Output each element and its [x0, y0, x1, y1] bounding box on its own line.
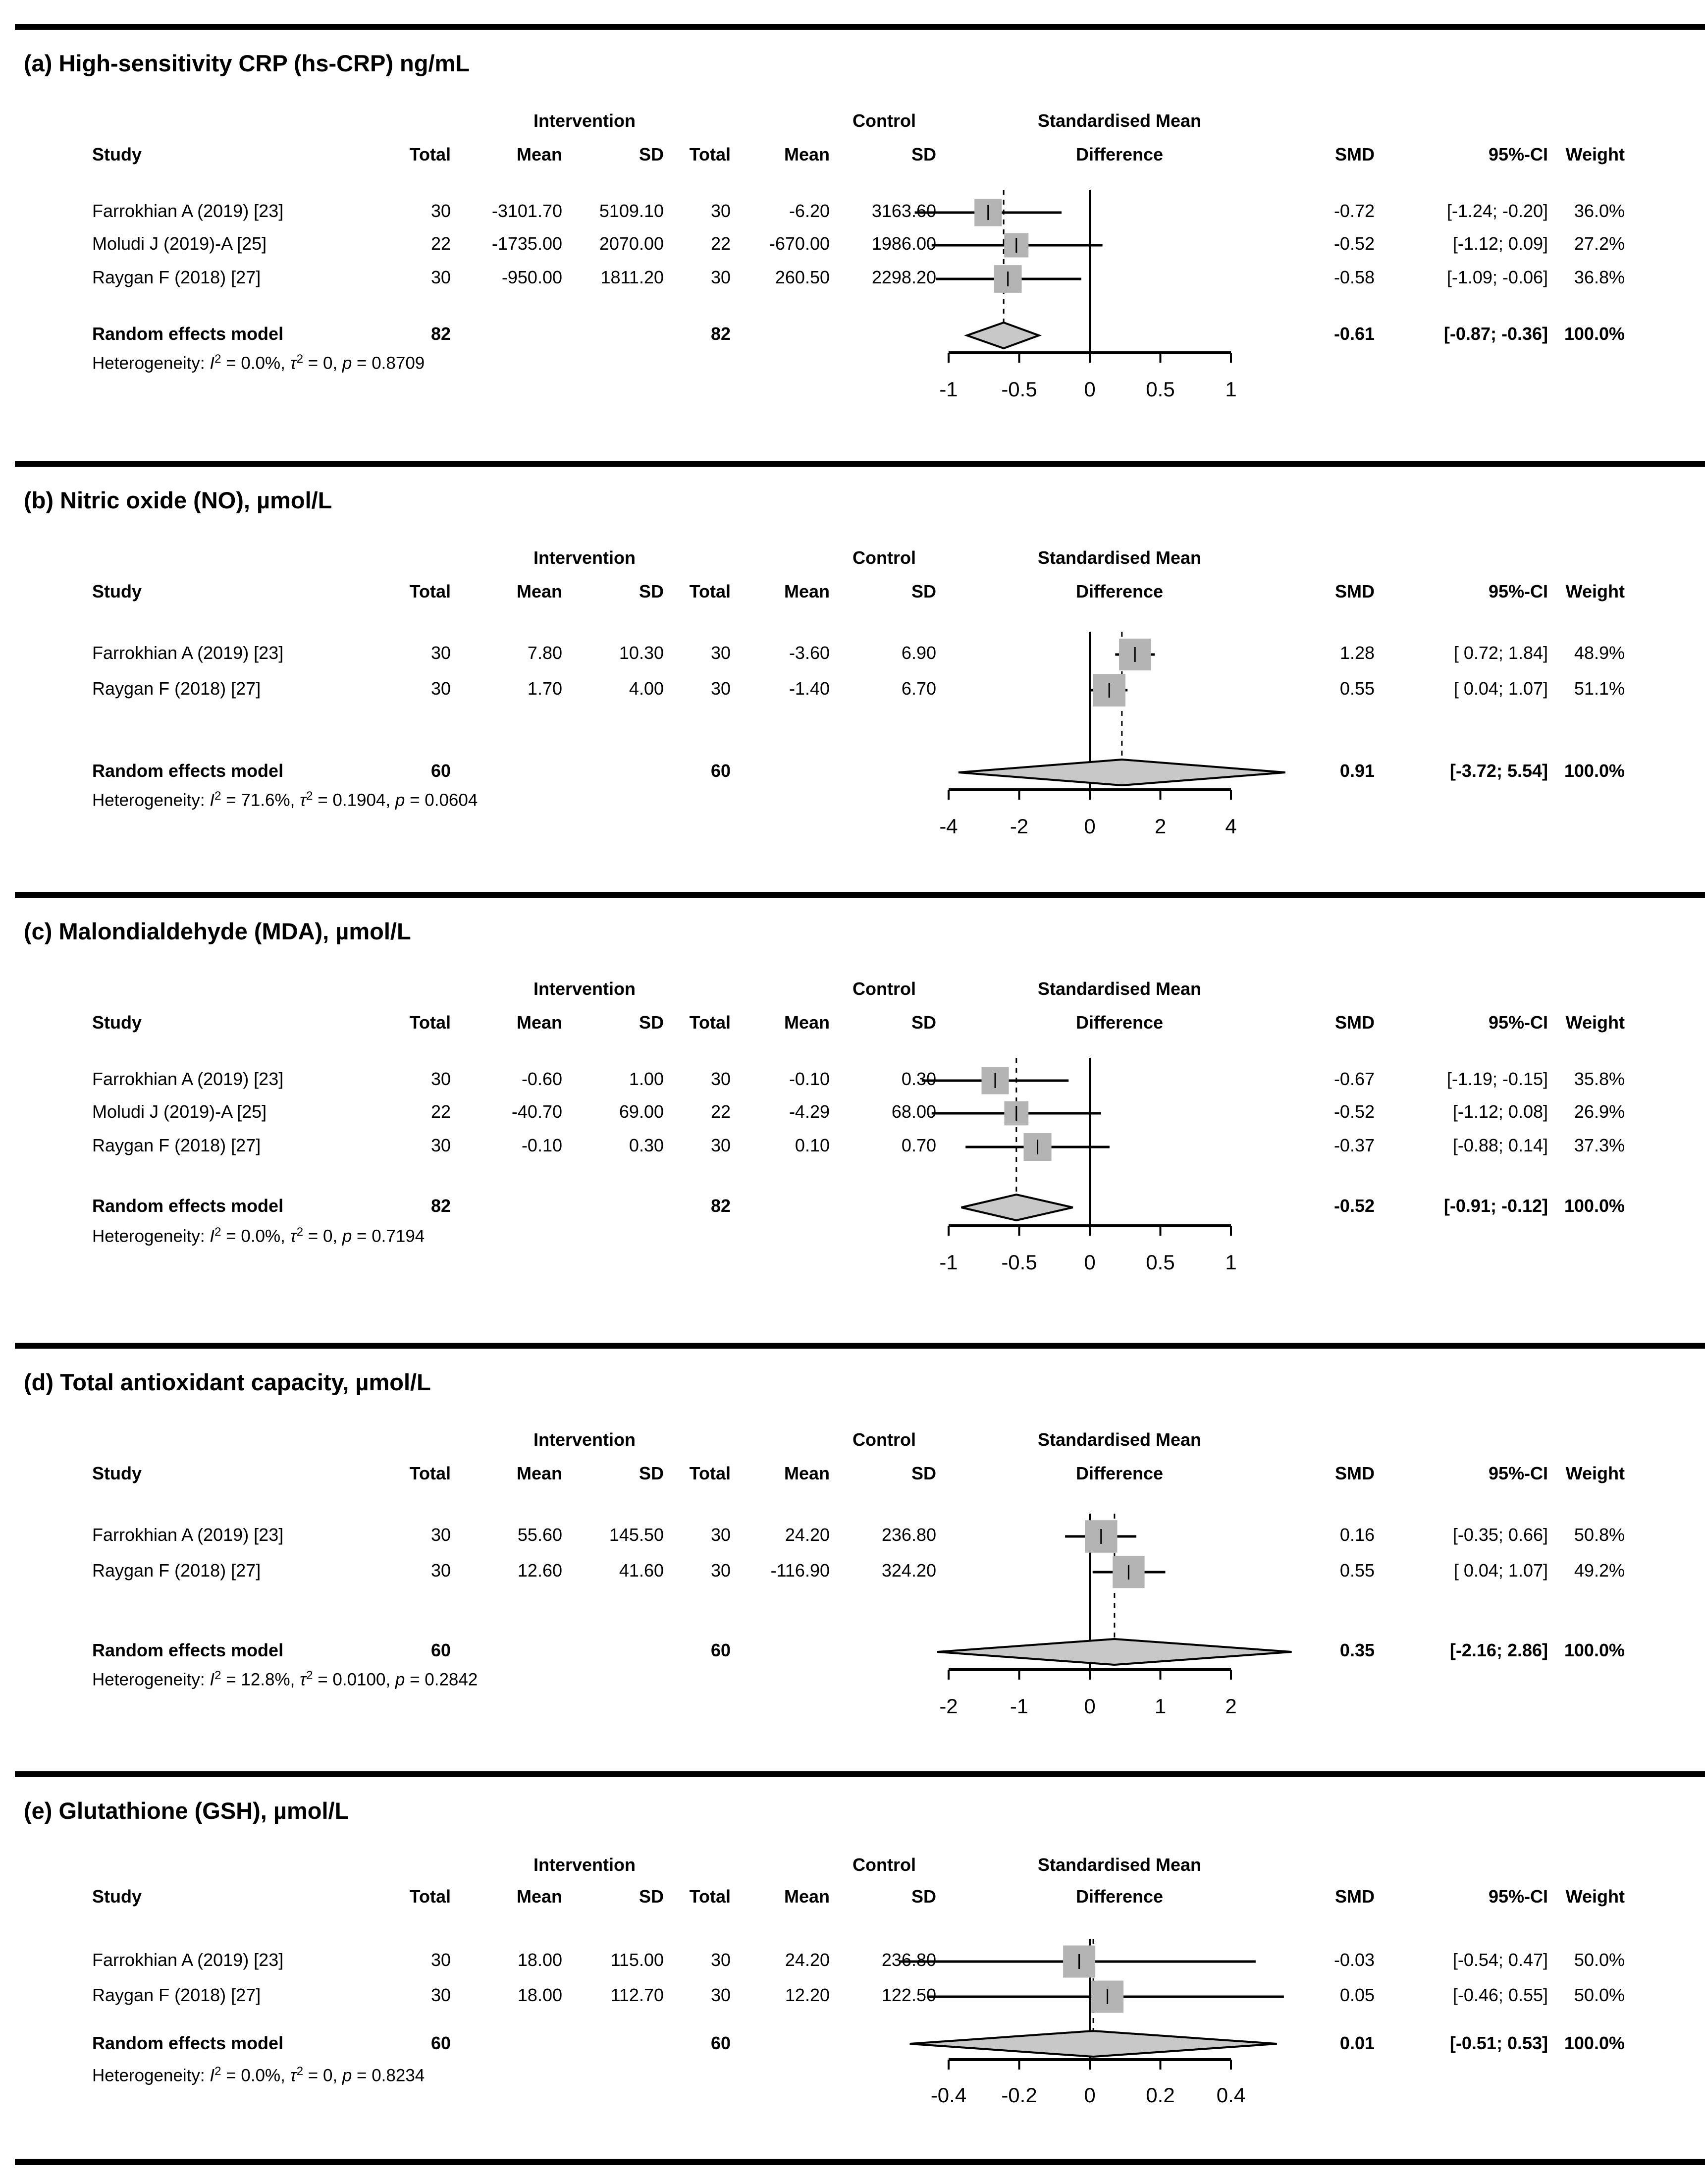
panel-title: (c) Malondialdehyde (MDA), µmol/L	[24, 918, 411, 944]
smd-value: -0.72	[1333, 201, 1375, 221]
study-row: Moludi J (2019)-A [25] 22 -1735.00 2070.00 22 -670.00 1986.00 -0.52 [-1.12; 0.09] 27.2%	[92, 233, 1625, 254]
study-row: Raygan F (2018) [27] 30 12.60 41.60 30 -116.90 324.20 0.55 [ 0.04; 1.07] 49.2%	[92, 1560, 1625, 1581]
panel-a	[15, 24, 1705, 461]
ci-value: [ 0.04; 1.07]	[1453, 678, 1548, 699]
panel-title: (d) Total antioxidant capacity, µmol/L	[24, 1369, 431, 1395]
intervention-group-header: Intervention	[533, 979, 636, 999]
svg-text:-2: -2	[1010, 815, 1029, 838]
study-name: Raygan F (2018) [27]	[92, 678, 261, 699]
control-group-header: Control	[852, 1855, 916, 1875]
smd-value: -0.58	[1333, 267, 1375, 287]
ci-value: [-0.88; 0.14]	[1452, 1135, 1548, 1155]
control-group-header: Control	[852, 1429, 916, 1450]
pooled-smd: 0.01	[1339, 2033, 1375, 2053]
control-group-header: Control	[852, 547, 916, 568]
study-name: Farrokhian A (2019) [23]	[92, 201, 284, 221]
study-name: Farrokhian A (2019) [23]	[92, 1950, 284, 1970]
smd-group-header: Standardised Mean	[1037, 110, 1202, 131]
ci-value: [-1.12; 0.09]	[1452, 233, 1548, 254]
smd-difference-header: Difference	[1075, 1463, 1164, 1483]
int-total-header: Total	[409, 144, 451, 164]
study-row: Farrokhian A (2019) [23] 30 55.60 145.50 30 24.20 236.80 0.16 [-0.35; 0.66] 50.8%	[92, 1525, 1625, 1545]
svg-text:1: 1	[1154, 1694, 1167, 1718]
pooled-weight: 100.0%	[1564, 2033, 1625, 2053]
svg-text:-1: -1	[939, 1251, 958, 1274]
ci-header: 95%-CI	[1488, 144, 1548, 164]
intervention-group-header: Intervention	[533, 1429, 636, 1450]
control-group-header: Control	[852, 979, 916, 999]
random-effects-label: Random effects model	[92, 761, 284, 781]
ci-value: [-1.12; 0.08]	[1452, 1101, 1548, 1122]
int-mean-header: Mean	[516, 144, 562, 164]
pooled-ci: [-0.51; 0.53]	[1449, 2033, 1548, 2053]
svg-text:0: 0	[1084, 378, 1096, 401]
ci-value: [ 0.72; 1.84]	[1453, 643, 1548, 663]
pooled-ci: [-0.87; -0.36]	[1443, 324, 1548, 344]
random-effects-label: Random effects model	[92, 1196, 284, 1216]
weight-value: 49.2%	[1574, 1560, 1625, 1581]
pooled-ci: [-2.16; 2.86]	[1449, 1640, 1548, 1660]
study-row: Farrokhian A (2019) [23] 30 -0.60 1.00 30 -0.10 0.30 -0.67 [-1.19; -0.15] 35.8%	[92, 1069, 1625, 1089]
smd-value: 0.05	[1339, 1985, 1375, 2005]
pooled-smd: -0.52	[1333, 1196, 1375, 1216]
pooled-smd: 0.35	[1339, 1640, 1375, 1660]
smd-value: -0.67	[1333, 1069, 1375, 1089]
weight-value: 27.2%	[1574, 233, 1625, 254]
pooled-ci: [-3.72; 5.54]	[1449, 761, 1548, 781]
pooled-weight: 100.0%	[1564, 1196, 1625, 1216]
heterogeneity-note: Heterogeneity: $I^2 = 0.0\%$, $\tau^2 = 0$, p = 0.8709	[92, 352, 425, 373]
study-row: Farrokhian A (2019) [23] 30 7.80 10.30 30 -3.60 6.90 1.28 [ 0.72; 1.84] 48.9%	[92, 643, 1625, 663]
svg-text:0.4: 0.4	[1216, 2083, 1246, 2107]
pooled-row: Random effects model 60 60 0.35 [-2.16; 2.86] 100.0%	[92, 1640, 1625, 1660]
intervention-group-header: Intervention	[533, 1855, 636, 1875]
ci-value: [-0.46; 0.55]	[1452, 1985, 1548, 2005]
pooled-weight: 100.0%	[1564, 1640, 1625, 1660]
ci-value: [-0.35; 0.66]	[1452, 1525, 1548, 1545]
ci-value: [-0.54; 0.47]	[1452, 1950, 1548, 1970]
svg-text:0: 0	[1084, 1251, 1096, 1274]
random-effects-label: Random effects model	[92, 324, 284, 344]
control-group-header: Control	[852, 110, 916, 131]
intervention-group-header: Intervention	[533, 547, 636, 568]
smd-difference-header: Difference	[1075, 1886, 1164, 1907]
study-column-header: Study	[92, 1463, 142, 1483]
panel-e: -0.4 -0.2 0 0.2 0.4 (e) Glutathione (GSH), µmol/L Intervention Control Standardised Mean Study Total Mean SD Total Mean SD Difference SMD 95%-CI Weight Farrokhian A (2019) [23] 30 18.00 115.00 30 24.20 236.80 -0.03 [-0.54; 0.47] 50.0% Raygan F (2018) [27] 30 18.00 112.70 30 12.20 122.50 0.05 [-0.46; 0.55] 50.0% Random effects model 60 60 0.01 [-0.51; 0.53] 100.0% Heterogeneity: $I^2 = 0.0\%$, $\tau^2 = 0$, p = 0.8234	[15, 1771, 1705, 2159]
svg-text:-0.2: -0.2	[1001, 2083, 1037, 2107]
panel-d: -2 -1 0 1 2 (d) Total antioxidant capacity, µmol/L Intervention Control Standardised Mean Study Total Mean SD Total Mean SD Difference SMD 95%-CI Weight Farrokhian A (2019) [23] 30 55.60 145.50 30 24.20 236.80 0.16 [-0.35; 0.66] 50.8% Raygan F (2018) [27] 30 12.60 41.60 30 -116.90 324.20 0.55 [ 0.04; 1.07] 49.2% Random effects model 60 60 0.35 [-2.16; 2.86] 100.0% Heterogeneity: $I^2 = 12.8\%$, $\tau^2 = 0.0100$, p = 0.2842	[15, 1343, 1705, 1771]
study-row: Raygan F (2018) [27] 30 18.00 112.70 30 12.20 122.50 0.05 [-0.46; 0.55] 50.0%	[92, 1985, 1625, 2005]
smd-difference-header: Difference	[1075, 144, 1164, 164]
svg-text:-1: -1	[939, 378, 958, 401]
smd-value: -0.37	[1333, 1135, 1375, 1155]
panel-title: (b) Nitric oxide (NO), µmol/L	[24, 487, 332, 513]
svg-text:0: 0	[1084, 815, 1096, 838]
svg-text:0.2: 0.2	[1146, 2083, 1175, 2107]
study-name: Raygan F (2018) [27]	[92, 1560, 261, 1581]
forest-plot-d	[15, 1343, 1705, 1771]
pooled-weight: 100.0%	[1564, 761, 1625, 781]
weight-header: Weight	[1565, 144, 1625, 164]
pooled-smd: -0.61	[1333, 324, 1375, 344]
pooled-row: Random effects model 82 82 -0.61 [-0.87; -0.36] 100.0%	[92, 324, 1625, 344]
svg-text:0.5: 0.5	[1146, 378, 1175, 401]
study-name: Farrokhian A (2019) [23]	[92, 1069, 284, 1089]
svg-text:-2: -2	[939, 1694, 958, 1718]
panel-title: (e) Glutathione (GSH), µmol/L	[24, 1798, 349, 1824]
intervention-group-header: Intervention	[533, 110, 636, 131]
smd-difference-header: Difference	[1075, 1012, 1164, 1033]
random-effects-label: Random effects model	[92, 1640, 284, 1660]
weight-value: 51.1%	[1574, 678, 1625, 699]
smd-value: -0.52	[1333, 233, 1375, 254]
random-effects-label: Random effects model	[92, 2033, 284, 2053]
weight-value: 36.8%	[1574, 267, 1625, 287]
study-row: Farrokhian A (2019) [23] 30 18.00 115.00 30 24.20 236.80 -0.03 [-0.54; 0.47] 50.0%	[92, 1950, 1625, 1970]
study-column-header: Study	[92, 1012, 142, 1033]
ci-value: [-1.09; -0.06]	[1446, 267, 1548, 287]
svg-text:0.5: 0.5	[1146, 1251, 1175, 1274]
ci-value: [-1.24; -0.20]	[1446, 201, 1548, 221]
study-column-header: Study	[92, 144, 142, 164]
svg-text:4: 4	[1225, 815, 1237, 838]
svg-text:-0.5: -0.5	[1001, 1251, 1037, 1274]
heterogeneity-note: Heterogeneity: $I^2 = 0.0\%$, $\tau^2 = 0$, p = 0.8234	[92, 2065, 425, 2085]
study-row: Moludi J (2019)-A [25] 22 -40.70 69.00 22 -4.29 68.00 -0.52 [-1.12; 0.08] 26.9%	[92, 1101, 1625, 1122]
svg-text:-4: -4	[939, 815, 958, 838]
weight-value: 36.0%	[1574, 201, 1625, 221]
smd-value: 0.55	[1339, 678, 1375, 699]
smd-value: 0.16	[1339, 1525, 1375, 1545]
smd-value: -0.03	[1333, 1950, 1375, 1970]
svg-text:1: 1	[1225, 1251, 1237, 1274]
svg-text:-1: -1	[1010, 1694, 1029, 1718]
study-name: Moludi J (2019)-A [25]	[92, 233, 267, 254]
ci-value: [-1.19; -0.15]	[1446, 1069, 1548, 1089]
heterogeneity-note: Heterogeneity: $I^2 = 71.6\%$, $\tau^2 = 0.1904$, p = 0.0604	[92, 789, 478, 810]
weight-value: 26.9%	[1574, 1101, 1625, 1122]
study-row: Farrokhian A (2019) [23] 30 -3101.70 5109.10 30 -6.20 3163.60 -0.72 [-1.24; -0.20] 36.0%	[92, 201, 1625, 221]
smd-header: SMD	[1335, 144, 1375, 164]
pooled-smd: 0.91	[1339, 761, 1375, 781]
study-row: Raygan F (2018) [27] 30 -950.00 1811.20 30 260.50 2298.20 -0.58 [-1.09; -0.06] 36.8%	[92, 267, 1625, 287]
smd-difference-header: Difference	[1075, 581, 1164, 601]
study-column-header: Study	[92, 1886, 142, 1907]
smd-group-header: Standardised Mean	[1037, 979, 1202, 999]
heterogeneity-note: Heterogeneity: $I^2 = 12.8\%$, $\tau^2 = 0.0100$, p = 0.2842	[92, 1669, 478, 1690]
svg-text:2: 2	[1154, 815, 1167, 838]
figure-bottom-rule	[15, 2159, 1705, 2165]
smd-value: -0.52	[1333, 1101, 1375, 1122]
panel-b: -4 -2 0 2 4 (b) Nitric oxide (NO), µmol/L Intervention Control Standardised Mean Study Total Mean SD Total Mean SD Difference SMD 95%-CI Weight Farrokhian A (2019) [23] 30 7.80 10.30 30 -3.60 6.90 1.28 [ 0.72; 1.84] 48.9% Raygan F (2018) [27] 30 1.70 4.00 30 -1.40 6.70 0.55 [ 0.04; 1.07] 51.1% Random effects model 60 60 0.91 [-3.72; 5.54] 100.0% Heterogeneity: $I^2 = 71.6\%$, $\tau^2 = 0.1904$, p = 0.0604	[15, 461, 1705, 892]
svg-text:1: 1	[1225, 378, 1237, 401]
heterogeneity-note: Heterogeneity: $I^2 = 0.0\%$, $\tau^2 = 0$, p = 0.7194	[92, 1225, 425, 1246]
pooled-ci: [-0.91; -0.12]	[1443, 1196, 1548, 1216]
ci-value: [ 0.04; 1.07]	[1453, 1560, 1548, 1581]
forest-plot-b	[15, 461, 1705, 892]
smd-value: 0.55	[1339, 1560, 1375, 1581]
weight-value: 37.3%	[1574, 1135, 1625, 1155]
svg-text:0: 0	[1084, 2083, 1096, 2107]
pooled-row: Random effects model 82 82 -0.52 [-0.91; -0.12] 100.0%	[92, 1196, 1625, 1216]
pooled-weight: 100.0%	[1564, 324, 1625, 344]
smd-value: 1.28	[1339, 643, 1375, 663]
study-name: Raygan F (2018) [27]	[92, 267, 261, 287]
ctl-total-header: Total	[689, 144, 731, 164]
study-name: Moludi J (2019)-A [25]	[92, 1101, 267, 1122]
weight-value: 35.8%	[1574, 1069, 1625, 1089]
study-name: Farrokhian A (2019) [23]	[92, 1525, 284, 1545]
weight-value: 50.0%	[1574, 1950, 1625, 1970]
svg-text:0: 0	[1084, 1694, 1096, 1718]
weight-value: 48.9%	[1574, 643, 1625, 663]
svg-text:-0.4: -0.4	[930, 2083, 967, 2107]
smd-group-header: Standardised Mean	[1037, 547, 1202, 568]
weight-value: 50.0%	[1574, 1985, 1625, 2005]
pooled-row: Random effects model 60 60 0.01 [-0.51; 0.53] 100.0%	[92, 2033, 1625, 2053]
svg-text:2: 2	[1225, 1694, 1237, 1718]
study-name: Raygan F (2018) [27]	[92, 1135, 261, 1155]
study-row: Raygan F (2018) [27] 30 -0.10 0.30 30 0.10 0.70 -0.37 [-0.88; 0.14] 37.3%	[92, 1135, 1625, 1155]
study-name: Raygan F (2018) [27]	[92, 1985, 261, 2005]
study-name: Farrokhian A (2019) [23]	[92, 643, 284, 663]
study-column-header: Study	[92, 581, 142, 601]
panel-c: -1 -0.5 0 0.5 1 (c) Malondialdehyde (MDA), µmol/L Intervention Control Standardised Mean Study Total Mean SD Total Mean SD Difference SMD 95%-CI Weight Farrokhian A (2019) [23] 30 -0.60 1.00 30 -0.10 0.30 -0.67 [-1.19; -0.15] 35.8% Moludi J (2019)-A [25] 22 -40.70 69.00 22 -4.29 68.00 -0.52 [-1.12; 0.08] 26.9% Raygan F (2018) [27] 30 -0.10 0.30 30 0.10 0.70 -0.37 [-0.88; 0.14] 37.3% Random effects model 82 82 -0.52 [-0.91; -0.12] 100.0% Heterogeneity: $I^2 = 0.0\%$, $\tau^2 = 0$, p = 0.7194	[15, 892, 1705, 1343]
int-sd-header: SD	[639, 144, 664, 164]
study-row: Raygan F (2018) [27] 30 1.70 4.00 30 -1.40 6.70 0.55 [ 0.04; 1.07] 51.1%	[92, 678, 1625, 699]
pooled-row: Random effects model 60 60 0.91 [-3.72; 5.54] 100.0%	[92, 761, 1625, 781]
svg-text:-0.5: -0.5	[1001, 378, 1037, 401]
smd-group-header: Standardised Mean	[1037, 1429, 1202, 1450]
panel-title: (a) High-sensitivity CRP (hs-CRP) ng/mL	[24, 50, 470, 76]
weight-value: 50.8%	[1574, 1525, 1625, 1545]
smd-group-header: Standardised Mean	[1037, 1855, 1202, 1875]
ctl-mean-header: Mean	[784, 144, 830, 164]
ctl-sd-header: SD	[911, 144, 936, 164]
